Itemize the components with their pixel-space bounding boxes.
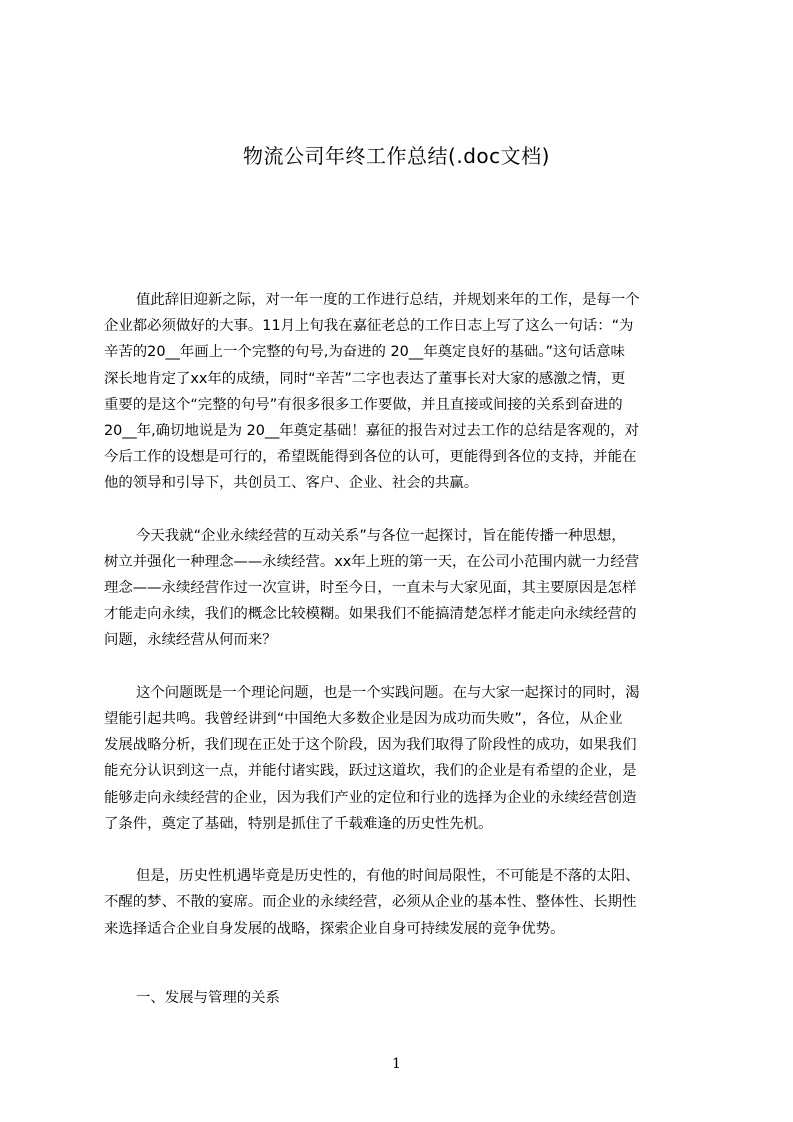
text-line: 理念——永续经营作过一次宣讲，时至今日，一直未与大家见面，其主要原因是怎样 <box>104 580 637 597</box>
page-number: 1 <box>392 1056 401 1072</box>
text-line: 但是，历史性机遇毕竟是历史性的，有他的时间局限性，不可能是不落的太阳、 <box>136 868 640 885</box>
text-line: 这个问题既是一个理论问题，也是一个实践问题。在与大家一起探讨的同时，渴 <box>136 684 640 701</box>
text-line: 能充分认识到这一点，并能付诸实践，跃过这道坎，我们的企业是有希望的企业，是 <box>104 763 637 780</box>
text-line: 值此辞旧迎新之际，对一年一度的工作进行总结，并规划来年的工作，是每一个 <box>136 292 640 308</box>
text-line: 今天我就“企业永续经营的互动关系”与各位一起探讨，旨在能传播一种思想， <box>136 527 626 544</box>
text-line: 20__年,确切地说是为 20__年奠定基础！嘉征的报告对过去工作的总结是客观的，对 <box>104 422 640 439</box>
text-line: 今后工作的设想是可行的，希望既能得到各位的认可，更能得到各位的支持，并能在 <box>104 449 637 466</box>
paragraph-1 <box>104 287 700 497</box>
text-line: 他的领导和引导下，共创员工、客户、企业、社会的共赢。 <box>104 475 479 492</box>
text-line: 树立并强化一种理念——永续经营。xx年上班的第一天，在公司小范围内就一力经营 <box>104 553 640 570</box>
text-line: 能够走向永续经营的企业，因为我们产业的定位和行业的选择为企业的永续经营创造 <box>104 789 637 806</box>
text-line: 重要的是这个“完整的句号”有很多很多工作要做，并且直接或间接的关系到奋进的 <box>104 396 623 413</box>
text-line: 了条件，奠定了基础，特别是抓住了千载难逢的历史性先机。 <box>104 815 493 832</box>
section-heading: 一、发展与管理的关系 <box>136 990 280 1006</box>
text-line: 望能引起共鸣。我曾经讲到“中国绝大多数企业是因为成功而失败”，各位，从企业 <box>104 711 623 727</box>
text-line: 企业都必须做好的大事。11月上旬我在嘉征老总的工作日志上写了这么一句话：“为 <box>104 318 634 335</box>
text-line: 发展战略分析，我们现在正处于这个阶段，因为我们取得了阶段性的成功，如果我们 <box>104 737 637 754</box>
text-line: 来选择适合企业自身发展的战略，探索企业自身可持续发展的竞争优势。 <box>104 920 565 937</box>
paragraph-4 <box>104 863 700 942</box>
text-line: 问题，永续经营从何而来？ <box>104 632 277 649</box>
text-line: 才能走向永续，我们的概念比较模糊。如果我们不能搞清楚怎样才能走向永续经营的 <box>104 606 637 623</box>
text-line: 深长地肯定了xx年的成绩，同时“辛苦”二字也表达了董事长对大家的感激之情，更 <box>104 370 626 387</box>
body-text <box>104 287 700 968</box>
text-line: 不醒的梦、不散的宴席。而企业的永续经营，必须从企业的基本性、整体性、长期性 <box>104 894 637 911</box>
paragraph-2 <box>104 523 700 654</box>
text-line: 辛苦的20__年画上一个完整的句号,为奋进的 20__年奠定良好的基础。”这句话意味 <box>104 344 625 361</box>
paragraph-3 <box>104 680 700 837</box>
document-title: 物流公司年终工作总结(.doc文档) <box>243 144 550 168</box>
